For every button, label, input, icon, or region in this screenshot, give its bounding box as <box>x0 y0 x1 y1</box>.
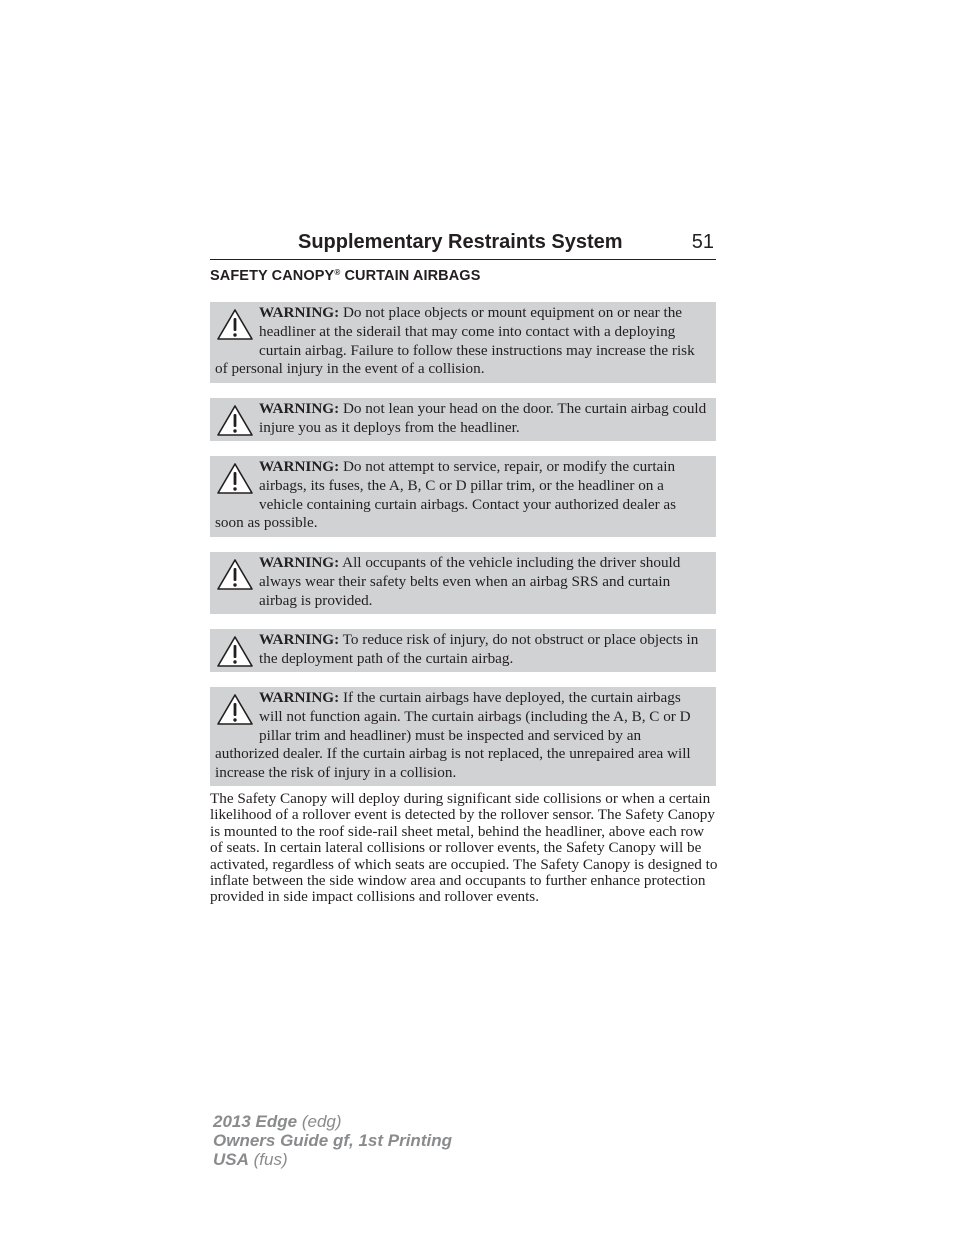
warning-box-2 <box>210 398 716 441</box>
warning-label: WARNING: <box>259 554 340 571</box>
warning-box-1 <box>210 302 716 383</box>
page-footer <box>213 1112 452 1169</box>
warning-label: WARNING: <box>259 400 340 417</box>
warning-label: WARNING: <box>259 304 340 321</box>
warning-text: If the curtain airbags have deployed, the curtain airbags will not function again. The curtain airbags (including the A, B, C or D pillar trim and headliner) must be inspected and serviced by an authorized dealer. If the curtain airbag is not replaced, the unrepaired area will increase the risk of injury in a collision. <box>215 689 691 782</box>
warning-text: All occupants of the vehicle including the driver should always wear their safety belts even when an airbag SRS and curtain airbag is provided. <box>259 554 681 609</box>
warning-triangle-icon <box>215 557 255 593</box>
footer-line-guide: Owners Guide gf, 1st Printing <box>213 1131 452 1150</box>
warning-triangle-icon <box>215 634 255 670</box>
section-title-main: SAFETY CANOPY <box>210 268 335 284</box>
warning-box-4 <box>210 552 716 614</box>
section-title-suffix: CURTAIN AIRBAGS <box>340 268 481 284</box>
warning-label: WARNING: <box>259 631 340 648</box>
warning-box-6 <box>210 687 716 786</box>
warning-text: Do not attempt to service, repair, or modify the curtain airbags, its fuses, the A, B, C or D pillar trim, or the headliner on a vehicle containing curtain airbags. Contact your authorized dealer as soon as possible. <box>215 458 677 532</box>
warning-triangle-icon <box>215 461 255 497</box>
section-title <box>210 268 480 284</box>
warning-triangle-icon <box>215 692 255 728</box>
warning-triangle-icon <box>215 403 255 439</box>
warning-text: Do not lean your head on the door. The curtain airbag could injure you as it deploys from the headliner. <box>259 400 707 436</box>
warning-triangle-icon <box>215 307 255 343</box>
warning-text: To reduce risk of injury, do not obstruct or place objects in the deployment path of the curtain airbag. <box>259 631 699 667</box>
footer-line-model: 2013 Edge (edg) <box>213 1112 342 1131</box>
warning-label: WARNING: <box>259 689 340 706</box>
body-paragraph: The Safety Canopy will deploy during significant side collisions or when a certain likelihood of a rollover event is detected by the rollover sensor. The Safety Canopy is mounted to the roof side-rail sheet metal, behind the headliner, above each row of seats. In certain lateral collisions or rollover events, the Safety Canopy will be activated, regardless of which seats are occupied. The Safety Canopy is designed to inflate between the side window area and occupants to further enhance protection provided in side impact collisions and rollover events. <box>210 790 718 906</box>
warning-label: WARNING: <box>259 458 340 475</box>
warning-box-5 <box>210 629 716 672</box>
warning-box-3 <box>210 456 716 537</box>
page-header <box>210 229 716 260</box>
registered-mark: ® <box>334 268 341 277</box>
page-number: 51 <box>691 231 714 253</box>
warning-text: Do not place objects or mount equipment on or near the headliner at the siderail that may come into contact with a deploying curtain airbag. Failure to follow these instructions may increase the risk of personal injury in the event of a collision. <box>215 304 695 378</box>
page-title: Supplementary Restraints System <box>298 231 623 253</box>
footer-line-market: USA (fus) <box>213 1150 288 1169</box>
